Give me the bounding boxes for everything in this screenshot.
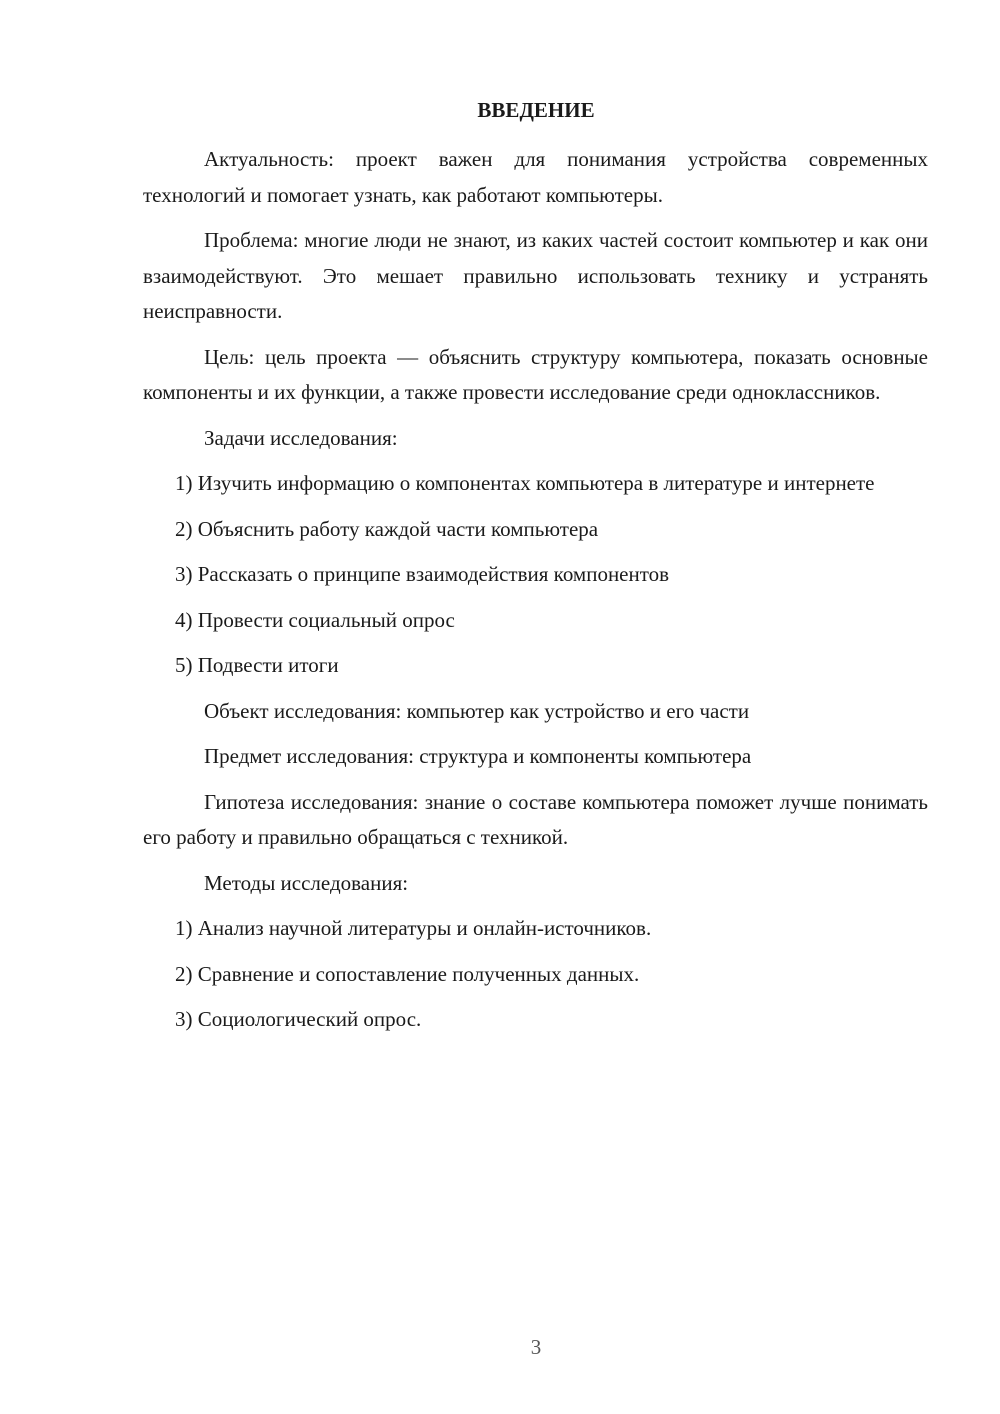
- task-item: 1) Изучить информацию о компонентах компьютера в литературе и интернете: [175, 471, 875, 495]
- paragraph-object: Объект исследования: компьютер как устройство и его части: [204, 698, 750, 723]
- paragraph-subject: Предмет исследования: структура и компоненты компьютера: [204, 744, 752, 768]
- task-item: 4) Провести социальный опрос: [175, 607, 455, 632]
- document-body: [143, 142, 928, 1048]
- paragraph-problem: Проблема: многие люди не знают, из каких частей состоит компьютер и как они взаимодействуют. Это мешает правильно использовать технику и устранять неисправности.: [143, 228, 928, 323]
- method-item: 3) Социологический опрос.: [175, 1007, 422, 1031]
- tasks-heading: Задачи исследования:: [204, 425, 398, 450]
- method-item: 1) Анализ научной литературы и онлайн-источников.: [175, 916, 652, 940]
- paragraph-goal: Цель: цель проекта — объяснить структуру компьютера, показать основные компоненты и их функции, а также провести исследование среди одноклассников.: [143, 344, 928, 404]
- methods-heading: Методы исследования:: [204, 870, 409, 895]
- method-item: 2) Сравнение и сопоставление полученных данных.: [175, 961, 640, 986]
- paragraph-relevance: Актуальность: проект важен для понимания устройства современных технологий и помогает узнать, как работают компьютеры.: [143, 147, 928, 207]
- task-item: 5) Подвести итоги: [175, 653, 339, 677]
- task-item: 2) Объяснить работу каждой части компьютера: [175, 516, 599, 541]
- section-heading: ВВЕДЕНИЕ: [477, 98, 595, 122]
- paragraph-hypothesis: Гипотеза исследования: знание о составе компьютера поможет лучше понимать его работу и правильно обращаться с техникой.: [143, 789, 928, 849]
- task-item: 3) Рассказать о принципе взаимодействия компонентов: [175, 562, 670, 586]
- page-number: 3: [530, 1335, 542, 1359]
